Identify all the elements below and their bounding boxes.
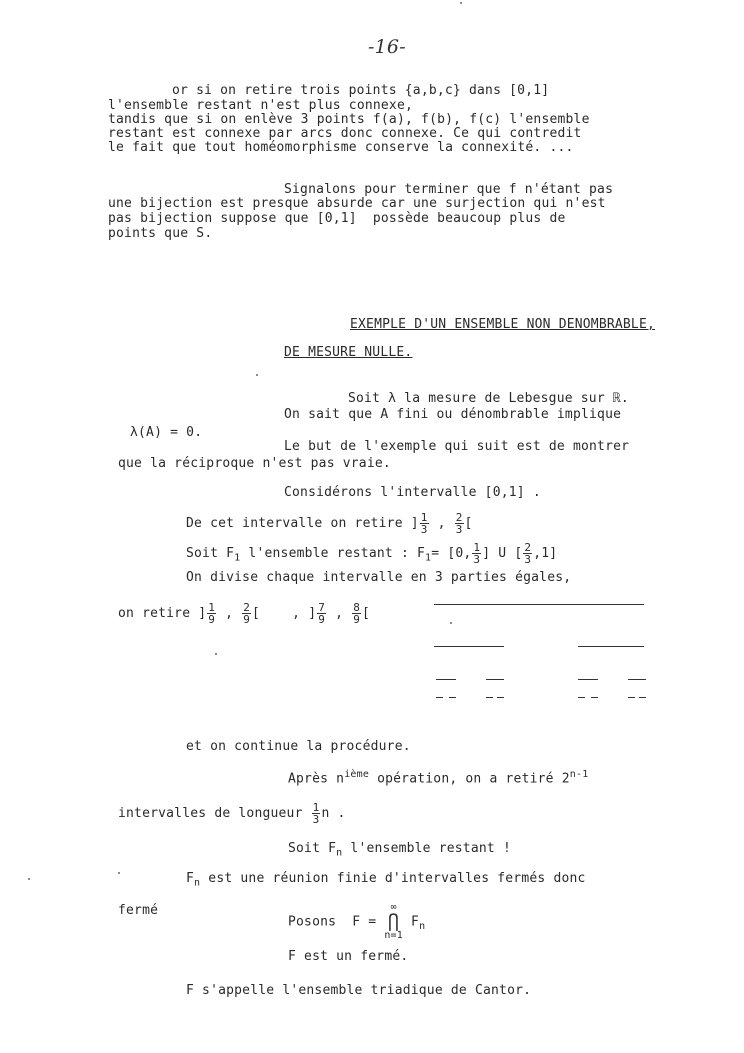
body-l8 (186, 542, 557, 566)
fraction-2-3 (523, 542, 532, 565)
op-top: ∞ (390, 902, 397, 913)
l17-sub: n (419, 921, 426, 933)
cantor-level-0 (434, 604, 644, 605)
cantor-level-2-a (436, 679, 456, 680)
scan-speck (215, 653, 217, 655)
l8-end: ,1] (533, 546, 558, 561)
body-l4: Le but de l'exemple qui suit est de montrer (284, 439, 630, 454)
body-l12 (288, 768, 588, 786)
l14-sub: n (336, 847, 343, 859)
frac-num: 1 (208, 601, 216, 614)
para1-line5: le fait que tout homéomorphisme conserve la connexité. ... (108, 140, 574, 155)
l8-prefix: Soit F (186, 546, 235, 561)
l8-union: ] U [ (482, 546, 523, 561)
fraction-7-9 (317, 602, 326, 625)
section-title-line1: EXEMPLE D'UN ENSEMBLE NON DENOMBRABLE, (350, 317, 656, 332)
body-l19: F s'appelle l'ensemble triadique de Cantor. (186, 983, 532, 998)
body-l15 (186, 872, 586, 891)
body-l9: On divise chaque intervalle en 3 parties égales, (186, 570, 572, 585)
l12-mid: opération, on a retiré 2 (369, 771, 570, 787)
body-l14 (288, 842, 511, 861)
l14-suffix: l'ensemble restant ! (342, 841, 511, 856)
cantor-level-3-d (497, 697, 504, 698)
l12-sup2: n-1 (569, 769, 589, 780)
cantor-level-3-c (486, 697, 493, 698)
cantor-level-2-d (628, 679, 646, 680)
frac-den: 3 (420, 523, 428, 536)
l8-sub2: 1 (425, 552, 432, 564)
cantor-level-3-h (639, 697, 646, 698)
l13-prefix: intervalles de longueur (118, 806, 311, 821)
section-title-line2: DE MESURE NULLE. (284, 345, 413, 360)
cantor-level-3-b (449, 697, 456, 698)
cantor-level-3-a (436, 697, 443, 698)
fraction-8-9 (352, 602, 361, 625)
frac-num: 2 (455, 511, 463, 524)
fraction-1-9 (207, 602, 216, 625)
body-l17 (288, 902, 425, 942)
body-l11: et on continue la procédure. (186, 739, 411, 754)
body-l18: F est un fermé. (288, 949, 409, 964)
body-l3: λ(A) = 0. (130, 425, 203, 440)
cantor-level-2-b (486, 679, 504, 680)
page-number: -16- (368, 36, 406, 58)
para2-line1: Signalons pour terminer que f n'étant pas (284, 182, 614, 197)
frac-den: 3 (455, 523, 463, 536)
fraction-1-3 (312, 802, 321, 825)
frac-num: 2 (524, 541, 532, 554)
body-l16: fermé (118, 903, 159, 918)
para1-line2: l'ensemble restant n'est plus connexe, (108, 98, 414, 113)
frac-den: 3 (312, 813, 320, 826)
scan-speck (256, 374, 258, 376)
op-symbol: ⋂ (388, 911, 400, 932)
cantor-level-3-f (591, 697, 598, 698)
l15-prefix: F (186, 871, 195, 886)
scan-speck (460, 2, 462, 4)
l17-prefix: Posons F = (288, 914, 385, 930)
body-l13 (118, 802, 346, 825)
frac-num: 2 (243, 601, 251, 614)
frac-num: 1 (473, 541, 481, 554)
body-l2: On sait que A fini ou dénombrable implique (284, 407, 622, 422)
frac-den: 9 (243, 613, 251, 626)
frac-den: 3 (524, 553, 532, 566)
frac-den: 9 (208, 613, 216, 626)
body-l5: que la réciproque n'est pas vraie. (118, 456, 391, 471)
body-l1: Soit λ la mesure de Lebesgue sur ℝ. (348, 391, 629, 406)
para2-line4: points que S. (108, 226, 213, 241)
intersection-operator (384, 902, 403, 942)
fraction-1-3 (472, 542, 481, 565)
scan-speck (28, 878, 30, 880)
l14-prefix: Soit F (288, 841, 337, 856)
frac-den: 9 (353, 613, 361, 626)
body-l6: Considérons l'intervalle [0,1] . (284, 485, 541, 500)
body-l10: on retire ] $\frac{1}{9}$ , $\frac{2}{9}$ [ , ] $\frac{7}{9}$ , $\frac{8}{9}$ [ (118, 601, 371, 626)
l8-sub: 1 (234, 552, 241, 564)
scan-speck (450, 622, 452, 624)
frac-den: 9 (318, 613, 326, 626)
fraction-1-3 (420, 512, 429, 535)
scan-speck (118, 872, 120, 874)
frac-num: 7 (318, 601, 326, 614)
body-l7: De cet intervalle on retire ] $\frac{1}{3}$ , $\frac{2}{3}$ [ (186, 511, 473, 536)
fraction-2-9 (242, 602, 251, 625)
op-bottom: n=1 (384, 930, 403, 941)
cantor-level-3-g (628, 697, 635, 698)
para2-line2: une bijection est presque absurde car une surjection qui n'est (108, 196, 606, 211)
l12-prefix: Après n (288, 771, 345, 787)
cantor-level-2-c (578, 679, 598, 680)
fraction-2-3 (455, 512, 464, 535)
frac-den: 3 (473, 553, 481, 566)
para1-line1: or si on retire trois points {a,b,c} dans [0,1] (172, 83, 550, 98)
l8-mid: l'ensemble restant : F (240, 546, 426, 561)
para2-line3: pas bijection suppose que [0,1] possède beaucoup plus de (108, 211, 566, 226)
l8-eq: = [0, (431, 546, 472, 561)
l10-prefix: on retire ] (118, 606, 207, 621)
l15-sub: n (194, 877, 201, 889)
cantor-level-1-right (578, 646, 644, 647)
frac-num: 8 (353, 601, 361, 614)
para1-line3: tandis que si on enlève 3 points f(a), f(b), f(c) l'ensemble (108, 112, 590, 127)
l17-suffix: F (403, 914, 420, 930)
l12-sup: ième (344, 769, 370, 780)
cantor-level-1-left (434, 646, 504, 647)
frac-num: 1 (420, 511, 428, 524)
l13-suffix: n . (321, 806, 346, 821)
l7-prefix: De cet intervalle on retire ] (186, 516, 419, 531)
cantor-level-3-e (578, 697, 585, 698)
para1-line4: restant est connexe par arcs donc connexe. Ce qui contredit (108, 126, 582, 141)
l15-suffix: est une réunion finie d'intervalles fermés donc (200, 871, 586, 886)
frac-num: 1 (312, 801, 320, 814)
